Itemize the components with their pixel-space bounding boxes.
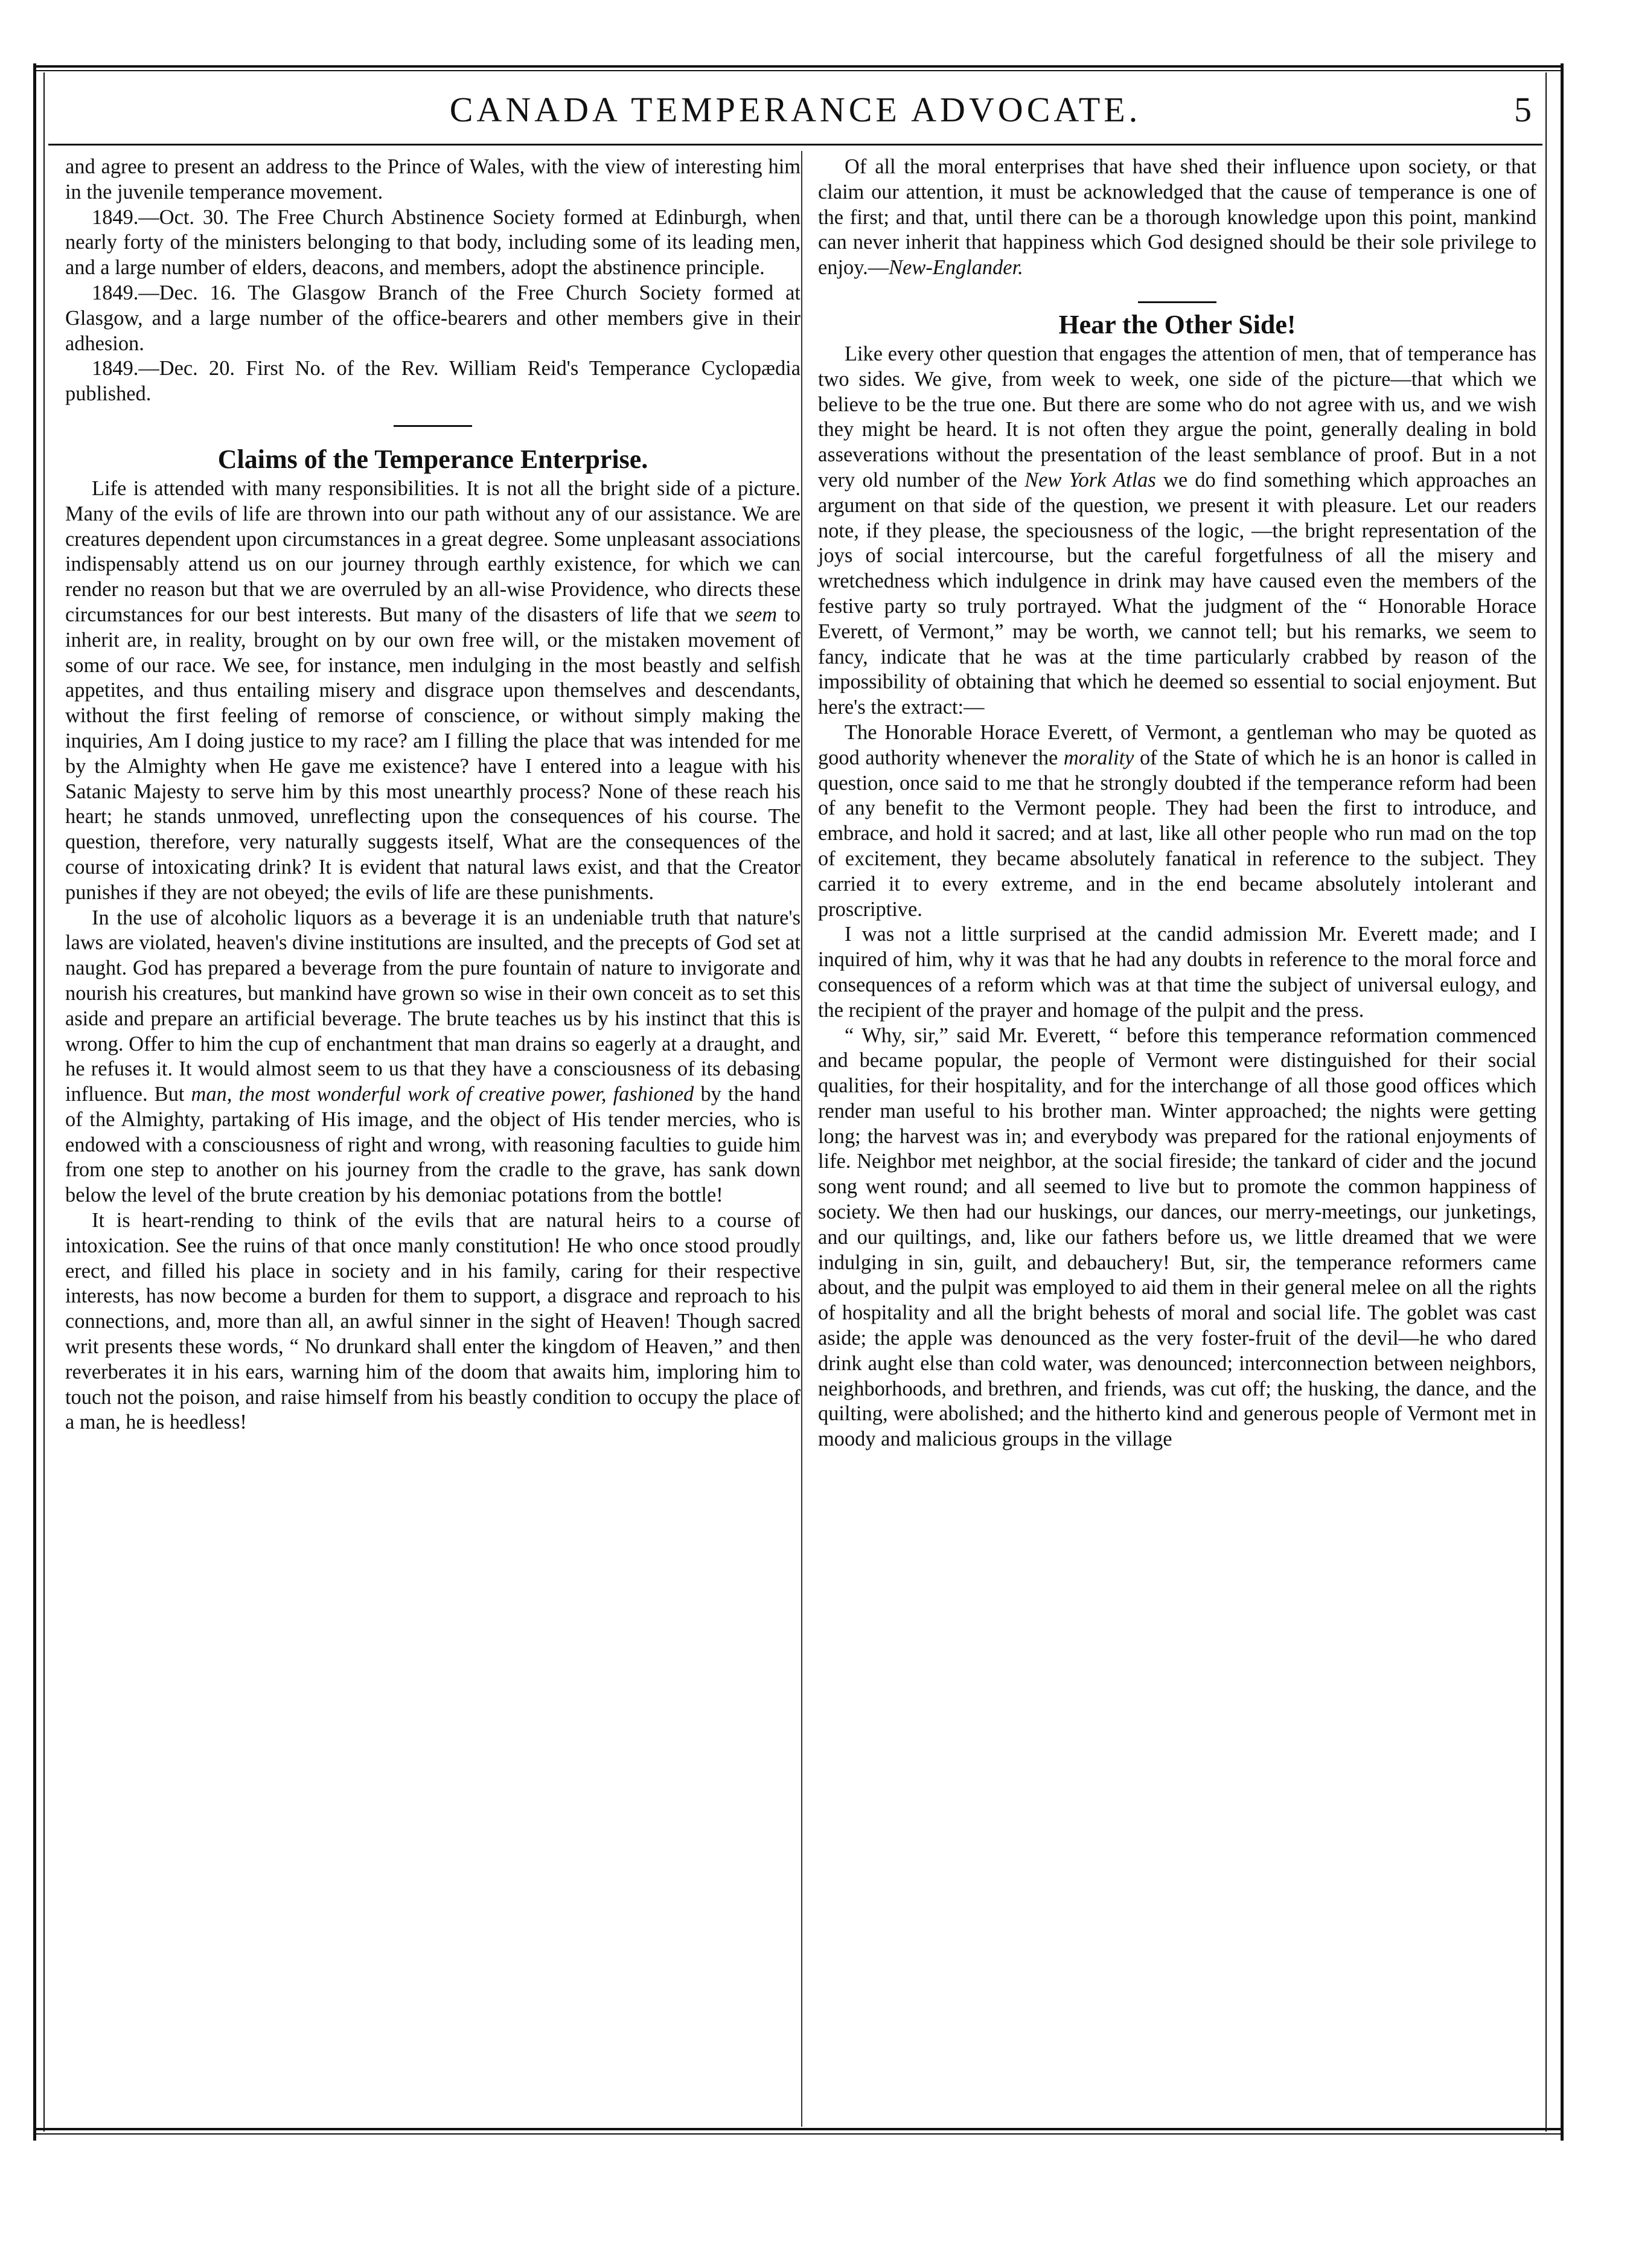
page-number: 5	[1514, 90, 1532, 129]
article-paragraph: “ Why, sir,” said Mr. Everett, “ before this temperance reformation commenced and became popular, the people of Vermont were distinguished for their social qualities, for their hospitality, and for the interchange of all those good offices which render man useful to his brother man. Winter approached; the nights were getting long; the harvest was in; and everybody was prepared for the rational enjoyments of life. Neighbor met neighbor, at the social fireside; the tankard of cider and the jocund song went round; and all seemed to live but to promote the common happiness of society. We then had our huskings, our dances, our merry-meetings, our junketings, and our quiltings, and, like our fathers before us, we little dreamed that we were indulging in sin, guilt, and debauchery! But, sir, the temperance reformers came about, and the pulpit was employed to aid them in their general melee on all the rights of hospitality and all the bright behests of moral and social life. The goblet was cast aside; the apple was denounced as the very foster-fruit of the devil—he who dared drink aught else than cold water, was denounced; interconnection between neighbors, neighborhoods, and brethren, and friends, was cut off; the husking, the dance, and the quilting, were abolished; and the hitherto kind and generous people of Vermont met in moody and malicious groups in the village	[818, 1023, 1536, 1451]
inner-border-left	[43, 72, 45, 2132]
article-paragraph: Like every other question that engages the attention of men, that of temperance has two sides. We give, from week to week, one side of the picture—that which we believe to be the true one. But there are some who do not agree with us, and we wish they might be heard. It is not often they argue the point, generally dealing in bold asseverations without the presentation of the least semblance of proof. But in a not very old number of the New York Atlas we do find something which approaches an argument on that side of the question, we present it with pleasure. Let our readers note, if they please, the speciousness of the logic, —the bright representation of the joys of social intercourse, but the careful forgetfulness of all the misery and wretchedness which indulgence in drink may have caused even the members of the festive party so truly portrayed. What the judgment of the “ Honorable Horace Everett, of Vermont,” may be worth, we cannot tell; but his remarks, we seem to fancy, indicate that he was at the time particularly crabbed by reason of the impossibility of obtaining that which he deemed so essential to social enjoyment. But here's the extract:—	[818, 342, 1536, 719]
top-rule-thin	[33, 70, 1561, 71]
source-citation: New-Englander.	[889, 256, 1023, 280]
article-paragraph: Life is attended with many responsibilities. It is not all the bright side of a picture. Many of the evils of life are thrown into our path without any of our assistance. We are creatures dependent upon circumstances in a great degree. Some unpleasant associations indispensably attend us on our journey through earthly existence, for which we can render no reason but that we are overruled by an all-wise Providence, who directs these circumstances for our best interests. But many of the disasters of life that we seem to inherit are, in reality, brought on by our own free will, or the mistaken movement of some of our race. We see, for instance, men indulging in the most beastly and selfish appetites, and thus entailing misery and disgrace upon themselves and descendants, without the first feeling of remorse of conscience, or without simply making the inquiries, Am I doing justice to my race? am I filling the place that was intended for me by the Almighty when He gave me existence? have I entered into a league with his Satanic Majesty to serve him by this most unearthly process? None of these reach his heart; he stands unmoved, unreflecting upon the consequences of his course. The question, therefore, very naturally suggests itself, What are the consequences of the course of intoxicating drink? It is evident that natural laws exist, and that the Creator punishes if they are not obeyed; the evils of life are these punishments.	[65, 476, 801, 904]
article-title: Hear the Other Side!	[1058, 309, 1296, 339]
inner-border-right	[1545, 72, 1547, 2132]
article-title: Claims of the Temperance Enterprise.	[217, 444, 648, 474]
top-rule	[33, 65, 1561, 68]
column-divider	[801, 151, 802, 2127]
article-paragraph: It is heart-rending to think of the evils that are natural heirs to a course of intoxication. See the ruins of that once manly constitution! He who once stood proudly erect, and filled his place in society and in his family, caring for their respective interests, has now become a burden for them to support, a disgrace and reproach to his connections, and, more than all, an awful sinner in the sight of Heaven! Though sacred writ presents these words, “ No drunkard shall enter the kingdom of Heaven,” and then reverberates it in his ears, warning him of the doom that awaits him, imploring him to touch not the poison, and raise himself from his beastly condition to occupy the place of a man, he is heedless!	[65, 1209, 801, 1434]
chronology-entry: 1849.—Dec. 16. The Glasgow Branch of the Free Church Society formed at Glasgow, and a large number of the office-bearers and other members give in their adhesion.	[65, 281, 801, 355]
header-rule	[48, 144, 1542, 146]
bottom-rule-thin	[33, 2133, 1561, 2135]
page-header	[48, 78, 1542, 146]
right-column	[818, 155, 1536, 1452]
section-separator	[1138, 301, 1216, 303]
bottom-rule	[33, 2128, 1561, 2130]
article-paragraph: In the use of alcoholic liquors as a beverage it is an undeniable truth that nature's laws are violated, heaven's divine institutions are insulted, and the precepts of God set at naught. God has prepared a beverage from the pure fountain of nature to invigorate and nourish his creatures, but mankind have grown so wise in their own conceit as to set this aside and prepare an artificial beverage. The brute teaches us by his instinct that this is wrong. Offer to him the cup of enchantment that man drains so eagerly at a draught, and he refuses it. It would almost seem to us that they have a consciousness of its debasing influence. But man, the most wonderful work of creative power, fashioned by the hand of the Almighty, partaking of His image, and the object of His tender mercies, who is endowed with a consciousness of right and wrong, with reasoning faculties to guide him from one step to another on his journey from the cradle to the grave, has sank down below the level of the brute creation by his demoniac potations from the bottle!	[65, 906, 801, 1207]
section-separator	[394, 425, 472, 427]
article-paragraph: Of all the moral enterprises that have shed their influence upon society, or that claim our attention, it must be acknowledged that the cause of temperance is one of the first; and that, until there can be a thorough knowledge upon this point, mankind can never inherit that happiness which God designed should be their sole privilege to enjoy.—New-Englander.	[818, 155, 1536, 280]
article-paragraph: I was not a little surprised at the candid admission Mr. Everett made; and I inquired of him, why it was that he had any doubts in reference to the moral force and consequences of a reform which was at that time the subject of universal eulogy, and the recipient of the prayer and homage of the pulpit and the press.	[818, 923, 1536, 1022]
continued-paragraph: and agree to present an address to the Prince of Wales, with the view of interesting him in the juvenile temperance movement.	[65, 155, 801, 203]
article-paragraph: The Honorable Horace Everett, of Vermont, a gentleman who may be quoted as good authority whenever the morality of the State of which he is an honor is called in question, once said to me that he strongly doubted if the temperance reform had been of any benefit to the Vermont people. They had been the first to introduce, and embrace, and hold it sacred; and at last, like all other people who run mad on the top of excitement, they became absolutely fanatical in reference to the subject. They carried it to every extreme, and in the end became absolutely intolerant and proscriptive.	[818, 720, 1537, 921]
chronology-entry: 1849.—Dec. 20. First No. of the Rev. William Reid's Temperance Cyclopædia published.	[65, 357, 801, 406]
chronology-entry: 1849.—Oct. 30. The Free Church Abstinence Society formed at Edinburgh, when nearly forty of the ministers belonging to that body, including some of its leading men, and a large number of elders, deacons, and members, adopt the abstinence principle.	[65, 205, 801, 280]
masthead-title: CANADA TEMPERANCE ADVOCATE.	[449, 90, 1142, 129]
left-column	[65, 155, 801, 1435]
